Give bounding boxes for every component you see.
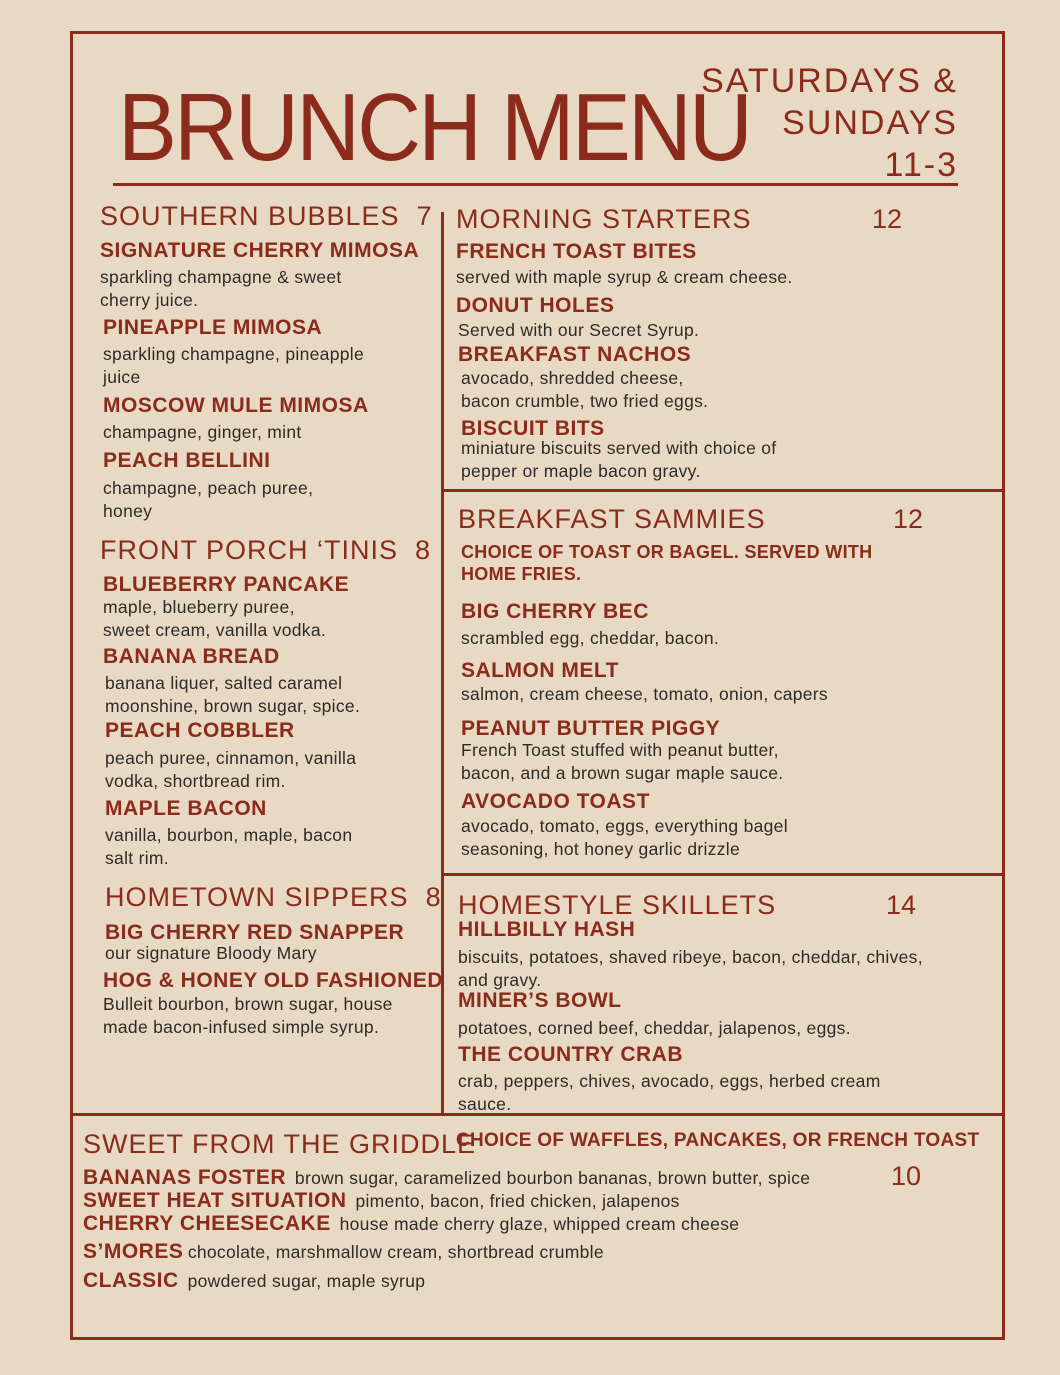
section-title-breakfast-sammies: BREAKFAST SAMMIES [458, 504, 766, 534]
section-title-front-porch: FRONT PORCH ‘TINIS 8 [100, 535, 432, 565]
menu-item-desc: avocado, shredded cheese, bacon crumble, two fried eggs. [461, 368, 709, 411]
menu-item-desc: Served with our Secret Syrup. [458, 320, 700, 340]
sammies-divider [441, 873, 1005, 876]
menu-item-desc: pimento, bacon, fried chicken, jalapenos [355, 1191, 680, 1211]
menu-item-desc: vanilla, bourbon, maple, bacon salt rim. [105, 825, 353, 868]
menu-item-name: SWEET HEAT SITUATION [83, 1189, 347, 1212]
menu-item-desc: miniature biscuits served with choice of pepper or maple bacon gravy. [461, 438, 777, 481]
menu-item-desc: scrambled egg, cheddar, bacon. [461, 628, 720, 648]
griddle-item [83, 1167, 810, 1189]
menu-item-desc: sparkling champagne & sweet cherry juice. [100, 267, 342, 310]
menu-item-name: SIGNATURE CHERRY MIMOSA [100, 239, 420, 262]
menu-item-desc: champagne, peach puree, honey [103, 478, 314, 521]
menu-item-name: BREAKFAST NACHOS [458, 343, 692, 366]
frame-top [70, 31, 1005, 34]
menu-item-name: S’MORES [83, 1240, 184, 1263]
section-title-griddle: SWEET FROM THE GRIDDLE [83, 1129, 477, 1159]
menu-item-name: PEACH BELLINI [103, 449, 271, 472]
starters-divider [441, 489, 1005, 492]
section-price: 14 [886, 890, 917, 920]
section-title-southern-bubbles: SOUTHERN BUBBLES 7 [100, 201, 433, 231]
menu-item-desc: our signature Bloody Mary [105, 943, 317, 963]
menu-item-name: FRENCH TOAST BITES [456, 240, 697, 263]
menu-item-name: CLASSIC [83, 1269, 179, 1292]
menu-item-desc: house made cherry glaze, whipped cream cheese [339, 1214, 740, 1234]
menu-item-name: BLUEBERRY PANCAKE [103, 573, 350, 596]
menu-item-name: MAPLE BACON [105, 797, 267, 820]
griddle-item [83, 1270, 425, 1292]
section-price: 8 [425, 882, 442, 912]
menu-item-desc: salmon, cream cheese, tomato, onion, capers [461, 684, 828, 704]
menu-item-desc: avocado, tomato, eggs, everything bagel seasoning, hot honey garlic drizzle [461, 816, 788, 859]
hours-line-3: 11-3 [884, 146, 958, 184]
section-price: 12 [872, 204, 903, 234]
menu-item-name: CHERRY CHEESECAKE [83, 1212, 331, 1235]
section-price: 10 [891, 1161, 922, 1191]
menu-item-desc: French Toast stuffed with peanut butter, bacon, and a brown sugar maple sauce. [461, 740, 784, 783]
hours-info [701, 60, 958, 186]
section-note: CHOICE OF WAFFLES, PANCAKES, OR FRENCH TOAST [456, 1130, 980, 1151]
menu-item-name: BIG CHERRY RED SNAPPER [105, 921, 405, 944]
griddle-item [83, 1213, 739, 1235]
menu-item-name: PEACH COBBLER [105, 719, 295, 742]
frame-left [70, 31, 73, 1340]
menu-item-name: HILLBILLY HASH [458, 918, 636, 941]
menu-item-name: MOSCOW MULE MIMOSA [103, 394, 369, 417]
menu-item-desc: crab, peppers, chives, avocado, eggs, herbed cream sauce. [458, 1071, 881, 1114]
menu-item-name: BISCUIT BITS [461, 417, 605, 440]
menu-item-desc: champagne, ginger, mint [103, 422, 302, 442]
menu-item-name: MINER’S BOWL [458, 989, 622, 1012]
menu-item-desc: brown sugar, caramelized bourbon bananas, brown butter, spice [294, 1168, 811, 1188]
menu-item-name: PEANUT BUTTER PIGGY [461, 717, 721, 740]
menu-item-name: HOG & HONEY OLD FASHIONED [103, 969, 443, 992]
menu-item-desc: potatoes, corned beef, cheddar, jalapenos, eggs. [458, 1018, 851, 1038]
section-price: 8 [415, 535, 432, 565]
griddle-item [83, 1241, 604, 1263]
section-title-homestyle-skillets: HOMESTYLE SKILLETS [458, 890, 777, 920]
section-price: 7 [416, 201, 433, 231]
menu-item-name: BANANAS FOSTER [83, 1166, 287, 1189]
menu-item-desc: banana liquer, salted caramel moonshine, brown sugar, spice. [105, 673, 361, 716]
menu-item-desc: Bulleit bourbon, brown sugar, house made bacon-infused simple syrup. [103, 994, 393, 1037]
menu-item-desc: peach puree, cinnamon, vanilla vodka, shortbread rim. [105, 748, 357, 791]
section-note: CHOICE OF TOAST OR BAGEL. SERVED WITH HOME FRIES. [461, 542, 873, 584]
menu-item-desc: biscuits, potatoes, shaved ribeye, bacon, cheddar, chives, and gravy. [458, 947, 923, 990]
menu-item-name: AVOCADO TOAST [461, 790, 650, 813]
section-title-morning-starters: MORNING STARTERS [456, 204, 752, 234]
frame-right [1002, 31, 1005, 1340]
menu-item-desc: powdered sugar, maple syrup [187, 1271, 426, 1291]
menu-item-name: THE COUNTRY CRAB [458, 1043, 684, 1066]
menu-item-name: PINEAPPLE MIMOSA [103, 316, 323, 339]
menu-item-name: SALMON MELT [461, 659, 619, 682]
hours-line-1: SATURDAYS & [701, 62, 958, 100]
frame-bottom [70, 1337, 1005, 1340]
menu-item-name: BANANA BREAD [103, 645, 280, 668]
section-price: 12 [893, 504, 924, 534]
menu-item-name: DONUT HOLES [456, 294, 615, 317]
menu-item-desc: maple, blueberry puree, sweet cream, vanilla vodka. [103, 597, 327, 640]
menu-item-desc: served with maple syrup & cream cheese. [456, 267, 793, 287]
menu-item-desc: sparkling champagne, pineapple juice [103, 344, 364, 387]
menu-item-name: BIG CHERRY BEC [461, 600, 649, 623]
section-title-hometown-sippers: HOMETOWN SIPPERS 8 [105, 882, 442, 912]
page-title: BRUNCH MENU [118, 74, 751, 181]
griddle-item [83, 1190, 680, 1212]
hours-line-2: SUNDAYS [782, 104, 958, 142]
menu-item-desc: chocolate, marshmallow cream, shortbread crumble [187, 1242, 604, 1262]
